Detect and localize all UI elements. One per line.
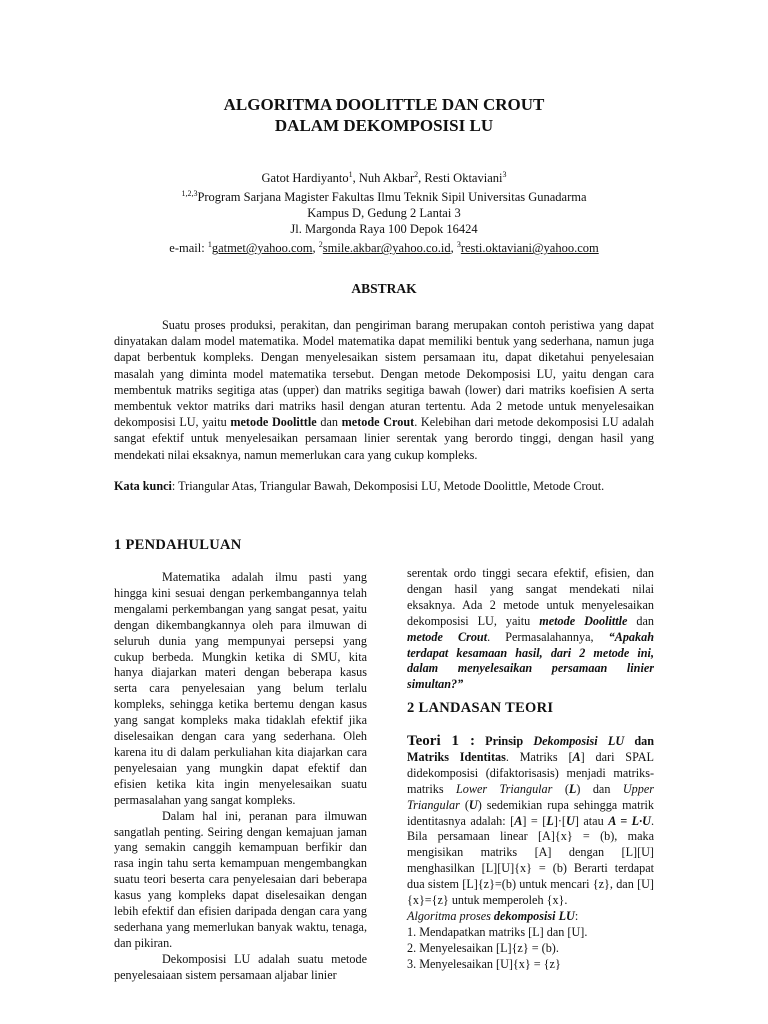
theory-1: Teori 1 : Prinsip Dekomposisi LU dan Matriks Identitas. Matriks [A] dari SPAL didekomposisi (difaktorisasis) menjadi matriks-matriks Lower Triangular (L) dan Upper Triangular (U) sedemikian rupa sehingga matrik identitasnya adalah: [A] = [L]·[U] atau A = L·U. Bila persamaan linear [A]{x} = (b), maka mengisikan matriks [A] dengan [L][U] menghasilkan [L][U]{x} = (b) Berarti terdapat dua sistem [L]{z}=(b) untuk mencari {z}, dan [U]{x}={z} untuk memperoleh {x}. bbox=[407, 733, 654, 908]
address: Jl. Margonda Raya 100 Depok 16424 bbox=[290, 222, 478, 237]
title-line-2: DALAM DEKOMPOSISI LU bbox=[274, 116, 494, 135]
email-link-1[interactable]: gatmet@yahoo.com bbox=[211, 241, 313, 256]
right-column-continuation bbox=[407, 566, 654, 693]
email-link-2[interactable]: smile.akbar@yahoo.co.id bbox=[322, 241, 451, 256]
title-line-1: ALGORITMA DOOLITTLE DAN CROUT bbox=[223, 95, 545, 114]
author-line: Gatot Hardiyanto$^1$, Nuh Akbar$^2$, Resti Oktaviani$^3$ bbox=[261, 170, 507, 186]
paragraph-2: Dalam hal ini, peranan para ilmuwan sangatlah penting. Seiring dengan kemajuan jaman yang semakin canggih kemampuan berfikir dan rasa ingin tahu serta kemampuan mengembangkan suatu teori beserta cara penyelesaian dari beberapa kasus yang kompleks dapat diselesaikan dengan lebih efektif dan efisien daripada dengan cara yang sederhana yang memerlukan banyak waktu, tenaga, dan pikiran. bbox=[114, 808, 367, 950]
paragraph-3: Dekomposisi LU adalah suatu metode penyelesaiaan sistem persamaan aljabar linier bbox=[114, 951, 367, 982]
algorithm-step: 3. Menyelesaikan [U]{x} = {z} bbox=[407, 956, 561, 971]
email-link-3[interactable]: resti.oktaviani@yahoo.com bbox=[460, 241, 599, 256]
affiliation: $^{1,2,3}$Program Sarjana Magister Fakultas Ilmu Teknik Sipil Universitas Gunadarma bbox=[181, 189, 587, 205]
algorithm-step: 2. Menyelesaikan [L]{z} = (b). bbox=[407, 940, 559, 955]
theory-label: Teori 1 : bbox=[407, 733, 475, 749]
author-1: Gatot Hardiyanto bbox=[261, 171, 349, 186]
paper-title bbox=[0, 94, 768, 136]
algorithm-step: 1. Mendapatkan matriks [L] dan [U]. bbox=[407, 924, 588, 939]
section-1-heading: 1 PENDAHULUAN bbox=[114, 537, 242, 553]
abstract-body: Suatu proses produksi, perakitan, dan pengiriman barang merupakan contoh peristiwa yang dapat dinyatakan dalam model matematika. Model matematika dapat memiliki bentuk yang sederhana, namun juga dapat berbentuk kompleks. Dengan menyelesaikan sistem persamaan itu, dapat diketahui penyelesaian masalah yang diminta model matematika tersebut. Dengan metode Dekomposisi LU, yaitu dengan cara membentuk matriks segitiga atas (upper) dan matriks segitiga bawah (lower) dari matriks koefisien A serta membentuk vektor matriks dari matriks hasil dengan aturan tertentu. Ada 2 metode untuk menyelesaikan dekomposisi LU, yaitu metode Doolittle dan metode Crout. Kelebihan dari metode dekomposisi LU adalah sangat efektif untuk menyelesaikan persamaan linier serentak yang berordo tinggi, dengan hasil yang mendekati nilai eksaknya, namun memerlukan cara yang cukup kompleks. bbox=[114, 318, 654, 462]
keywords-label: Kata kunci bbox=[114, 479, 172, 493]
campus: Kampus D, Gedung 2 Lantai 3 bbox=[307, 206, 461, 221]
research-question: “Apakah terdapat kesamaan hasil, dari 2 metode ini, dalam menyelesaikan persamaan linier simultan?” bbox=[407, 629, 654, 692]
email-line: e-mail: $^1$gatmet@yahoo.com, $^2$smile.akbar@yahoo.co.id, $^3$resti.oktaviani@yahoo.com bbox=[169, 240, 599, 256]
paragraph-1: Matematika adalah ilmu pasti yang hingga kini sesuai dengan perkembangannya telah mengalami perkembangan yang sangat pesat, yaitu dengan dikembangkannya oleh para ilmuwan di seluruh dunia yang mempunyai persepsi yang cukup berbeda. Mungkin ketika di SMU, kita hanya diajarkan materi dengan beberapa kasus serta cara penyelesaian yang belum terlalu kompleks, sehingga ketika bertemu dengan kasus yang sangat kompleks maka tidaklah efektif jika diselesaikan dengan cara yang sederhana. Oleh karena itu di dalam perkuliahan kita diajarkan cara penyelesaian yang mungkin dapat efektif dan efisien ketika kita ingin menyelesaikan suatu permasalahan yang sangat kompleks. bbox=[114, 570, 367, 807]
author-3: Resti Oktaviani bbox=[424, 171, 503, 186]
left-column bbox=[114, 570, 367, 984]
keywords-text: : Triangular Atas, Triangular Bawah, Dekomposisi LU, Metode Doolittle, Metode Crout. bbox=[171, 479, 605, 493]
section-2-heading: 2 LANDASAN TEORI bbox=[407, 700, 554, 716]
abstract-heading: ABSTRAK bbox=[351, 281, 417, 296]
lu-equation: A = L·U bbox=[608, 813, 651, 828]
algorithm-heading: Algoritma proses dekomposisi LU: bbox=[407, 908, 579, 923]
author-2: Nuh Akbar bbox=[358, 171, 415, 186]
authors-block bbox=[0, 167, 768, 256]
theory-block bbox=[407, 734, 654, 973]
keywords bbox=[114, 479, 674, 494]
algorithm-steps bbox=[407, 925, 654, 973]
paragraph-continuation: serentak ordo tinggi secara efektif, efisien, dan dengan hasil yang sangat mendekati nilai eksaknya. Ada 2 metode untuk menyelesaikan dekomposisi LU, yaitu metode Doolittle dan metode Crout. Permasalahannya, “Apakah terdapat kesamaan hasil, dari 2 metode ini, dalam menyelesaikan persamaan linier simultan?” bbox=[407, 566, 655, 692]
